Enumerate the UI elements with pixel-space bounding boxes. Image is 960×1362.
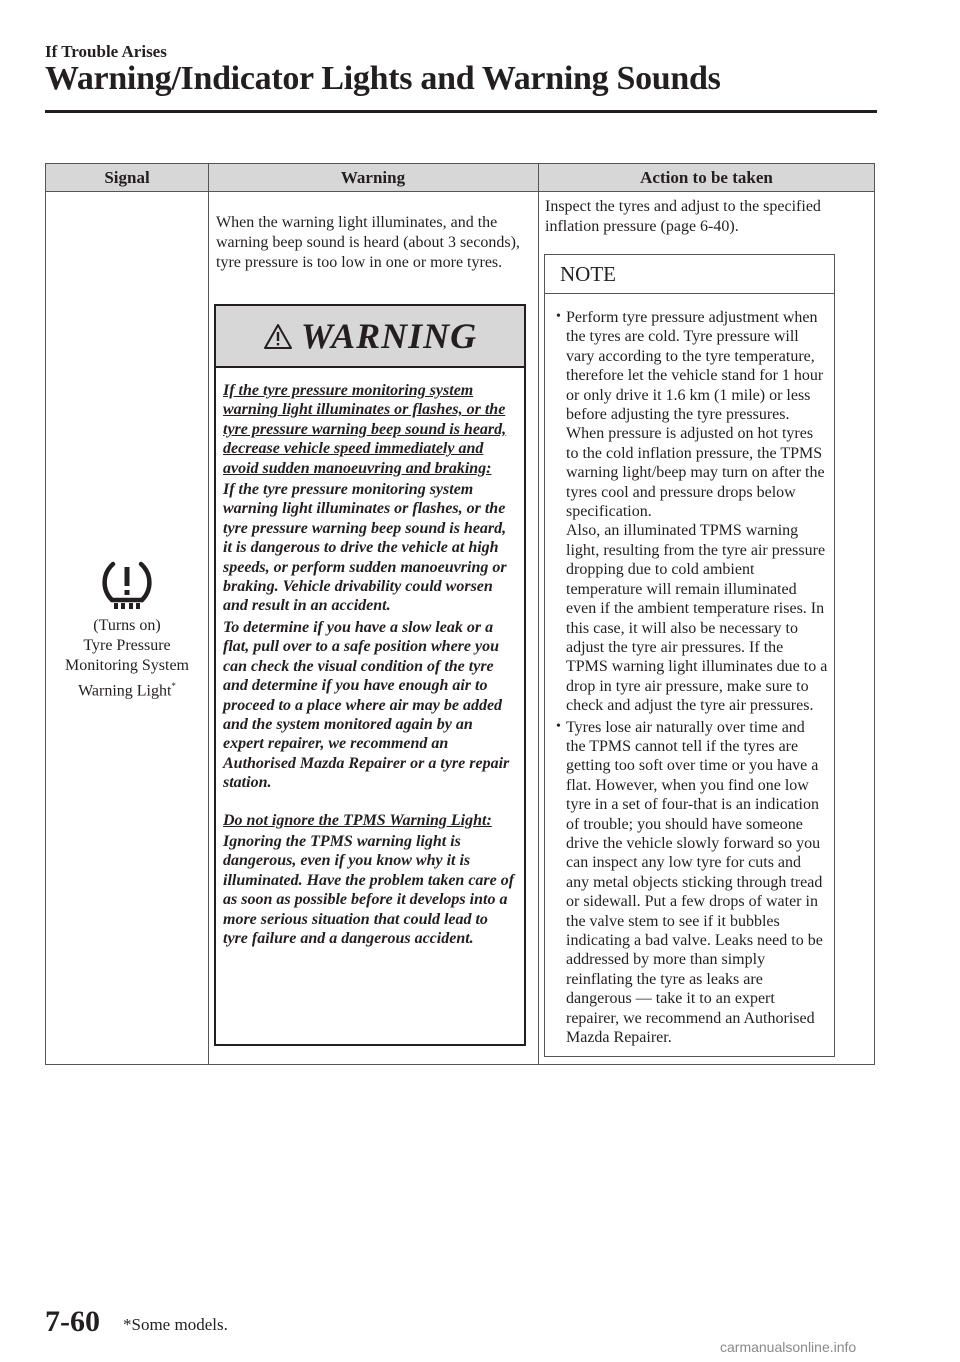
footnote-mark: * <box>171 681 176 691</box>
signal-label-text: Warning Light <box>78 682 172 700</box>
section-title: If Trouble Arises <box>45 42 167 61</box>
warning-heading: If the tyre pressure monitoring system warning light illuminates or flashes, or the tyre pressure warning beep sound is heard, decrease vehicle speed immediately and avoid sudden manoeuvring and braking: <box>223 382 507 477</box>
footnote: *Some models. <box>123 1315 228 1334</box>
warning-triangle-icon <box>263 323 293 350</box>
warning-intro: When the warning light illuminates, and the warning beep sound is heard (about 3 seconds), tyre pressure is too low in one or more tyres. <box>216 214 520 271</box>
action-intro: Inspect the tyres and adjust to the specified inflation pressure (page 6-40). <box>545 198 821 235</box>
note-paragraph: • Tyres lose air naturally over time and the TPMS cannot tell if the tyres are getting too soft over time or you have a flat. However, when you find one low tyre in a set of four-that is an indication of trouble; you should have someone drive the vehicle slowly forward so you can inspect any low tyre for cuts and any metal objects sticking through tread or sidewall. Put a few drops of water in the valve stem to see if it bubbles indicating a bad valve. Leaks need to be addressed by more than simply reinflating the tyre as leaks are dangerous — take it to an expert repairer, we recommend an Authorised Mazda Repairer. <box>566 718 823 1047</box>
watermark: carmanualsonline.info <box>720 1339 857 1355</box>
warning-paragraph: Ignoring the TPMS warning light is dangerous, even if you know why it is illuminated. Have the problem taken care of as soon as possible before it develops into a more serious situation that could lead to tyre failure and a dangerous accident. <box>223 832 515 947</box>
warning-box-body <box>216 368 524 948</box>
page-title: Warning/Indicator Lights and Warning Sounds <box>45 60 721 97</box>
warning-paragraph: If the tyre pressure monitoring system warning light illuminates or flashes, or the tyre pressure warning beep sound is heard, it is dangerous to drive the vehicle at high speeds, or perform sudden manoeuvring or braking. Vehicle drivability could worsen and result in an accident. <box>223 481 507 615</box>
note-item <box>556 718 828 1048</box>
table-header <box>46 164 874 192</box>
warning-box-header <box>216 306 524 368</box>
page-number: 7-60 <box>45 1305 100 1338</box>
signal-label-line: (Turns on) <box>93 617 161 634</box>
warning-paragraph: To determine if you have a slow leak or a flat, pull over to a safe position where you can check the visual condition of the tyre and determine if you have enough air to proceed to a place where air may be added and the system monitored again by an expert repairer, we recommend an Authorised Mazda Repairer or a tyre repair station. <box>223 618 510 792</box>
signal-label-line: Monitoring System <box>64 657 189 674</box>
warning-heading: Do not ignore the TPMS Warning Light: <box>223 811 492 829</box>
signal-label-line: Tyre Pressure <box>83 637 171 654</box>
note-box-header: NOTE <box>545 255 834 294</box>
column-header-warning: Warning <box>340 168 406 187</box>
title-rule <box>45 110 877 113</box>
column-header-signal: Signal <box>104 168 150 187</box>
column-header-action: Action to be taken <box>640 168 773 187</box>
signal-label-line <box>46 676 208 701</box>
tpms-warning-icon <box>100 560 154 610</box>
note-paragraph: Also, an illuminated TPMS warning light, resulting from the tyre air pressure dropping due to cold ambient temperature will remain illuminated even if the ambient temperature rises. In this case, it will also be necessary to adjust the tyre air pressures. If the TPMS warning light illuminates due to a drop in tyre air pressure, make sure to check and adjust the tyre air pressures. <box>566 522 828 715</box>
warning-box <box>214 304 526 1046</box>
warning-box-label: WARNING <box>300 316 478 356</box>
note-paragraph: • Perform tyre pressure adjustment when the tyres are cold. Tyre pressure will vary according to the tyre temperature, therefore let the vehicle stand for 1 hour or only drive it 1.6 km (1 mile) or less before adjusting the tyre pressures. When pressure is adjusted on hot tyres to the cold inflation pressure, the TPMS warning light/beep may turn on after the tyres cool and pressure drops below specification. <box>566 309 825 521</box>
note-box-body <box>545 294 834 1047</box>
column-divider <box>208 164 209 1064</box>
column-divider <box>538 164 539 1064</box>
note-item <box>556 308 828 716</box>
signal-cell <box>46 560 208 701</box>
note-box <box>544 254 835 1057</box>
warning-table <box>45 163 875 1065</box>
